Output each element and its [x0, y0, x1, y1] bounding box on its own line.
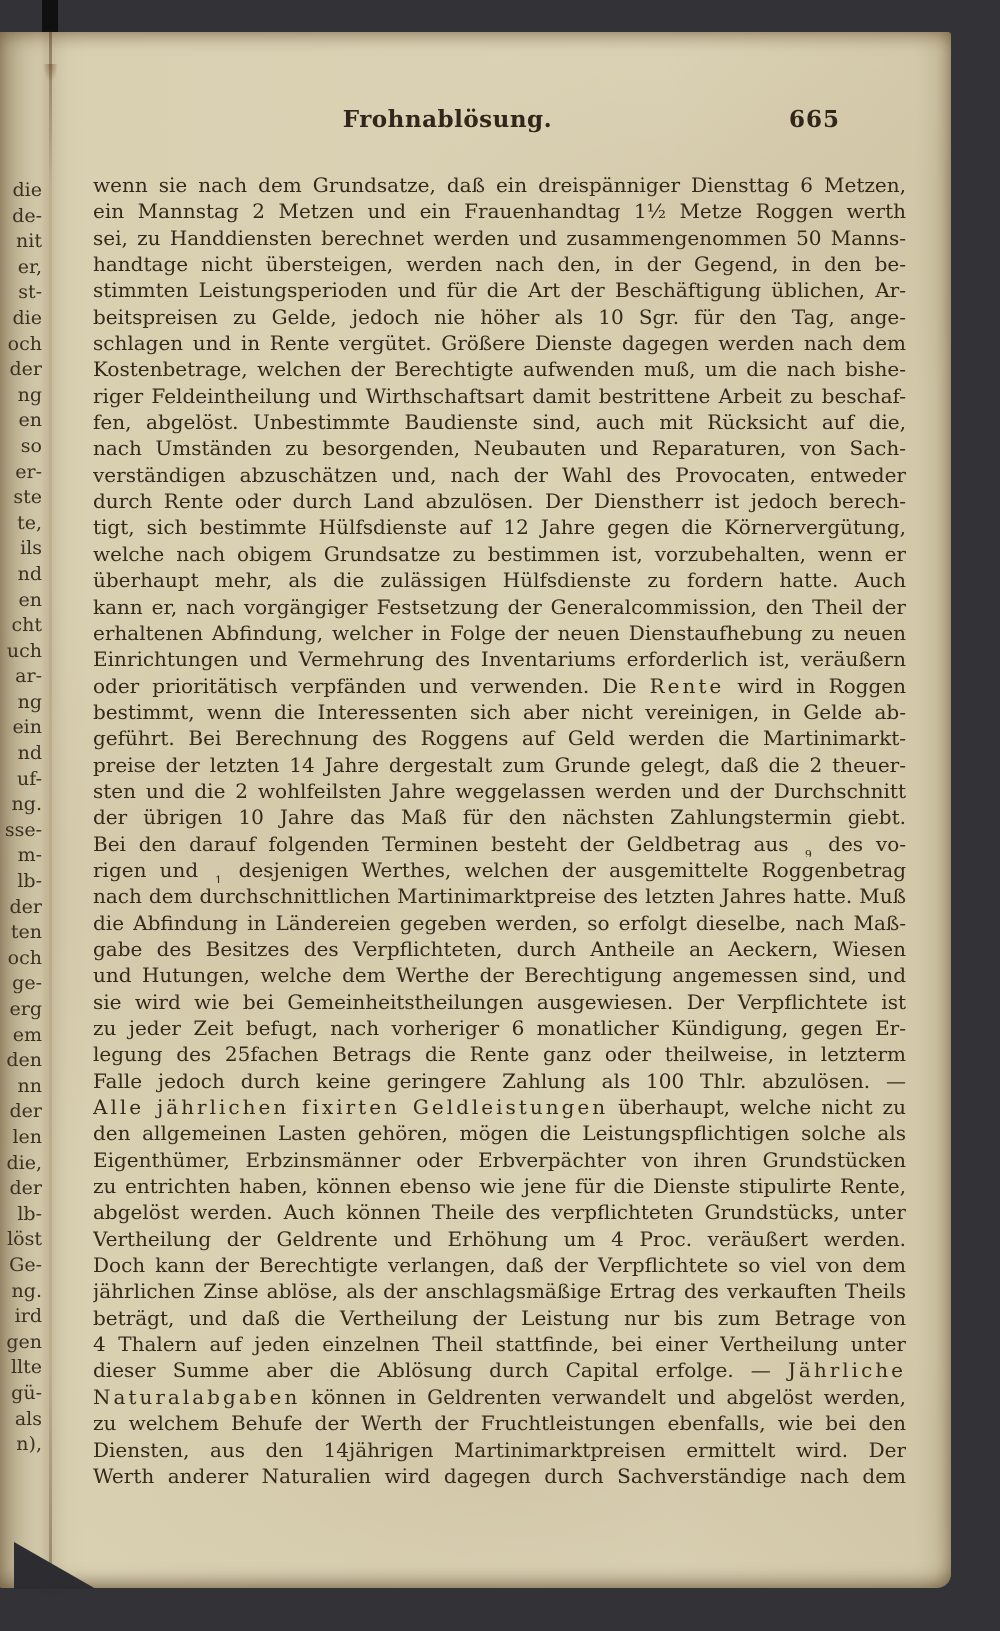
text-line: ein Mannstag 2 Metzen und ein Frauenhandtag 1½ Metze Roggen werth	[93, 199, 906, 224]
margin-fragment: och	[7, 332, 42, 355]
text-block	[93, 172, 906, 1489]
text-line: jährlichen Zinse ablöse, als der anschlagsmäßige Ertrag des verkauften Theils	[93, 1279, 906, 1304]
text-line: tigt, sich bestimmte Hülfsdienste auf 12 Jahre gegen die Körnervergütung,	[93, 515, 906, 540]
margin-fragment: en	[18, 588, 42, 611]
margin-fragment: die	[12, 179, 42, 201]
stacked-fraction: 1	[211, 875, 225, 883]
margin-fragment: gen	[6, 1330, 42, 1353]
margin-fragment: die	[12, 306, 42, 329]
text-line: zu welchem Behufe der Werth der Fruchtleistungen ebenfalls, wie bei den	[93, 1411, 906, 1436]
margin-fragment: gü-	[11, 1381, 42, 1404]
text-line: sei, zu Handdiensten berechnet werden und zusammengenommen 50 Manns-	[93, 225, 906, 250]
text-line: 4 Thalern auf jeden einzelnen Theil stattfinde, bei einer Vertheilung unter	[93, 1332, 906, 1357]
text-line: sten und die 2 wohlfeilsten Jahre weggelassen werden und der Durchschnitt	[93, 778, 906, 803]
text-line: nach Umständen zu besorgenden, Neubauten und Reparaturen, von Sach-	[93, 436, 906, 461]
text-line: beträgt, und daß die Vertheilung der Leistung nur bis zum Betrage von	[93, 1305, 906, 1330]
margin-fragment: de-	[12, 204, 42, 227]
running-head	[93, 106, 906, 138]
margin-fragment: ten	[10, 921, 42, 944]
text-line: Einrichtungen und Vermehrung des Inventariums erforderlich ist, veräußern	[93, 647, 906, 672]
margin-fragment: der	[9, 1177, 42, 1200]
margin-fragment: ng	[17, 383, 42, 406]
text-line: geführt. Bei Berechnung des Roggens auf Geld werden die Martinimarkt-	[93, 726, 906, 751]
margin-fragment: en	[18, 409, 42, 432]
text-line: und Hutungen, welche dem Werthe der Berechtigung angemessen sind, und	[93, 963, 906, 988]
text-line: der übrigen 10 Jahre das Maß für den nächsten Zahlungstermin giebt.	[93, 805, 906, 830]
text-line: sie wird wie bei Gemeinheitstheilungen ausgewiesen. Der Verpflichtete ist	[93, 989, 906, 1014]
text-line: schlagen und in Rente vergütet. Größere Dienste dagegen werden nach dem	[93, 331, 906, 356]
book-page-paper	[0, 32, 951, 1588]
margin-fragment: ng.	[11, 793, 42, 816]
margin-fragment: er,	[17, 255, 42, 278]
margin-fragment: lb-	[17, 870, 42, 893]
text-line: oder prioritätisch verpfänden und verwenden. Die Rente wird in Roggen	[93, 673, 906, 698]
text-line: Falle jedoch durch keine geringere Zahlung als 100 Thlr. abzulösen. —	[93, 1068, 906, 1093]
text-line: den allgemeinen Lasten gehören, mögen die Leistungspflichtigen solche als	[93, 1121, 906, 1146]
text-line: legung des 25fachen Betrags die Rente ganz oder theilweise, in letzterm	[93, 1042, 906, 1067]
text-line: die Abfindung in Ländereien gegeben werden, so erfolgt dieselbe, nach Maß-	[93, 910, 906, 935]
text-line: abgelöst werden. Auch können Theile des verpflichteten Grundstücks, unter	[93, 1200, 906, 1225]
text-line: Alle jährlichen fixirten Geldleistungen überhaupt, welche nicht zu	[93, 1095, 906, 1120]
stacked-fraction: 9	[801, 849, 815, 857]
text-line: erhaltenen Abfindung, welcher in Folge der neuen Dienstaufhebung zu neuen	[93, 620, 906, 645]
page-title: Frohnablösung.	[342, 106, 553, 133]
page-corner-shadow	[14, 1539, 96, 1589]
book-spine-notch	[42, 0, 58, 33]
margin-fragment: nd	[17, 562, 42, 585]
text-line: stimmten Leistungsperioden und für die Art der Beschäftigung üblichen, Ar-	[93, 278, 906, 303]
text-line: Eigenthümer, Erbzinsmänner oder Erbverpächter von ihren Grundstücken	[93, 1147, 906, 1172]
margin-fragment: ng.	[11, 1279, 42, 1302]
text-line: zu jeder Zeit befugt, nach vorheriger 6 monatlicher Kündigung, gegen Er-	[93, 1016, 906, 1040]
margin-fragment: Ge-	[9, 1253, 42, 1276]
margin-fragment: och	[7, 946, 42, 969]
text-line: Naturalabgaben können in Geldrenten verwandelt und abgelöst werden,	[93, 1384, 906, 1409]
margin-fragment: uch	[6, 639, 42, 662]
text-line: durch Rente oder durch Land abzulösen. Der Dienstherr ist jedoch berech-	[93, 489, 906, 514]
margin-fragment: der	[9, 895, 42, 918]
margin-fragment: len	[12, 1125, 42, 1148]
text-line: riger Feldeintheilung und Wirthschaftsart damit bestrittene Arbeit zu beschaf-	[93, 383, 906, 408]
text-line: nach dem durchschnittlichen Martinimarktpreise des letzten Jahres hatte. Muß	[93, 884, 906, 909]
margin-fragment: st-	[18, 281, 42, 304]
text-line: Kostenbetrage, welchen der Berechtigte aufwenden muß, um die nach bishe-	[93, 357, 906, 382]
margin-fragment: den	[6, 1049, 42, 1072]
margin-fragment: llte	[10, 1356, 42, 1379]
text-line: handtage nicht übersteigen, werden nach den, in der Gegend, in den be-	[93, 252, 906, 277]
text-line: überhaupt mehr, als die zulässigen Hülfsdienste zu fordern hatte. Auch	[93, 568, 906, 593]
margin-fragment: er-	[15, 460, 42, 483]
margin-fragment: ein	[12, 716, 42, 739]
margin-fragment: nn	[17, 1074, 42, 1097]
text-line: Werth anderer Naturalien wird dagegen durch Sachverständige nach dem	[93, 1463, 906, 1488]
margin-fragment: cht	[11, 614, 42, 637]
text-line: dieser Summe aber die Ablösung durch Capital erfolge. — Jährliche	[93, 1358, 906, 1383]
text-line: fen, abgelöst. Unbestimmte Baudienste sind, auch mit Rücksicht auf die,	[93, 410, 906, 435]
text-line: Bei den darauf folgenden Terminen besteht der Geldbetrag aus 9 des vo-	[93, 831, 906, 857]
margin-fragment: nit	[16, 230, 42, 253]
margin-fragment: m-	[17, 844, 42, 867]
margin-fragment: sse-	[4, 818, 42, 841]
text-line: Vertheilung der Geldrente und Erhöhung um 4 Proc. veräußert werden.	[93, 1226, 906, 1251]
text-line: beitspreisen zu Gelde, jedoch nie höher als 10 Sgr. für den Tag, ange-	[93, 304, 906, 329]
margin-fragment: em	[12, 1023, 42, 1046]
text-line: welche nach obigem Grundsatze zu bestimmen ist, vorzubehalten, wenn er	[93, 541, 906, 566]
margin-fragments	[0, 178, 45, 1458]
margin-fragment: ird	[14, 1305, 42, 1328]
gutter-smudge	[43, 64, 58, 82]
margin-fragment: löst	[7, 1228, 42, 1251]
margin-fragment: ste	[13, 486, 42, 509]
text-line: wenn sie nach dem Grundsatze, daß ein dreispänniger Diensttag 6 Metzen,	[93, 173, 906, 197]
margin-fragment: ar-	[15, 665, 42, 688]
margin-fragment: ge-	[12, 972, 42, 995]
text-line: bestimmt, wenn die Interessenten sich aber nicht vereinigen, in Gelde ab-	[93, 699, 906, 724]
margin-fragment: als	[14, 1407, 42, 1430]
margin-fragment: nd	[17, 742, 42, 765]
margin-fragment: ils	[20, 537, 42, 560]
text-line: rigen und 1 desjenigen Werthes, welchen der ausgemittelte Roggenbetrag	[93, 857, 906, 883]
text-line: Doch kann der Berechtigte verlangen, daß der Verpflichtete so viel von dem	[93, 1253, 906, 1278]
margin-fragment: te,	[17, 511, 42, 534]
text-line: Diensten, aus den 14jährigen Martinimarktpreisen ermittelt wird. Der	[93, 1437, 906, 1462]
text-line: zu entrichten haben, können ebenso wie jene für die Dienste stipulirte Rente,	[93, 1174, 906, 1199]
margin-fragment: die,	[6, 1151, 42, 1174]
margin-fragment: der	[9, 358, 42, 381]
text-line: kann er, nach vorgängiger Festsetzung der Generalcommission, den Theil der	[93, 594, 906, 619]
page-number: 665	[788, 106, 840, 133]
margin-fragment: n),	[16, 1433, 42, 1456]
margin-fragment: uf-	[16, 767, 42, 790]
margin-fragment: der	[9, 1100, 42, 1123]
margin-fragment: lb-	[17, 1202, 42, 1225]
text-line: preise der letzten 14 Jahre dergestalt zum Grunde gelegt, daß die 2 theuer-	[93, 752, 906, 777]
margin-fragment: erg	[9, 998, 42, 1020]
gutter-crease	[49, 32, 52, 1588]
text-line: verständigen abzuschätzen und, nach der Wahl des Provocaten, entweder	[93, 462, 906, 487]
margin-fragment: so	[20, 434, 42, 457]
margin-fragment: ng	[17, 690, 42, 713]
text-line: gabe des Besitzes des Verpflichteten, durch Antheile an Aeckern, Wiesen	[93, 936, 906, 961]
